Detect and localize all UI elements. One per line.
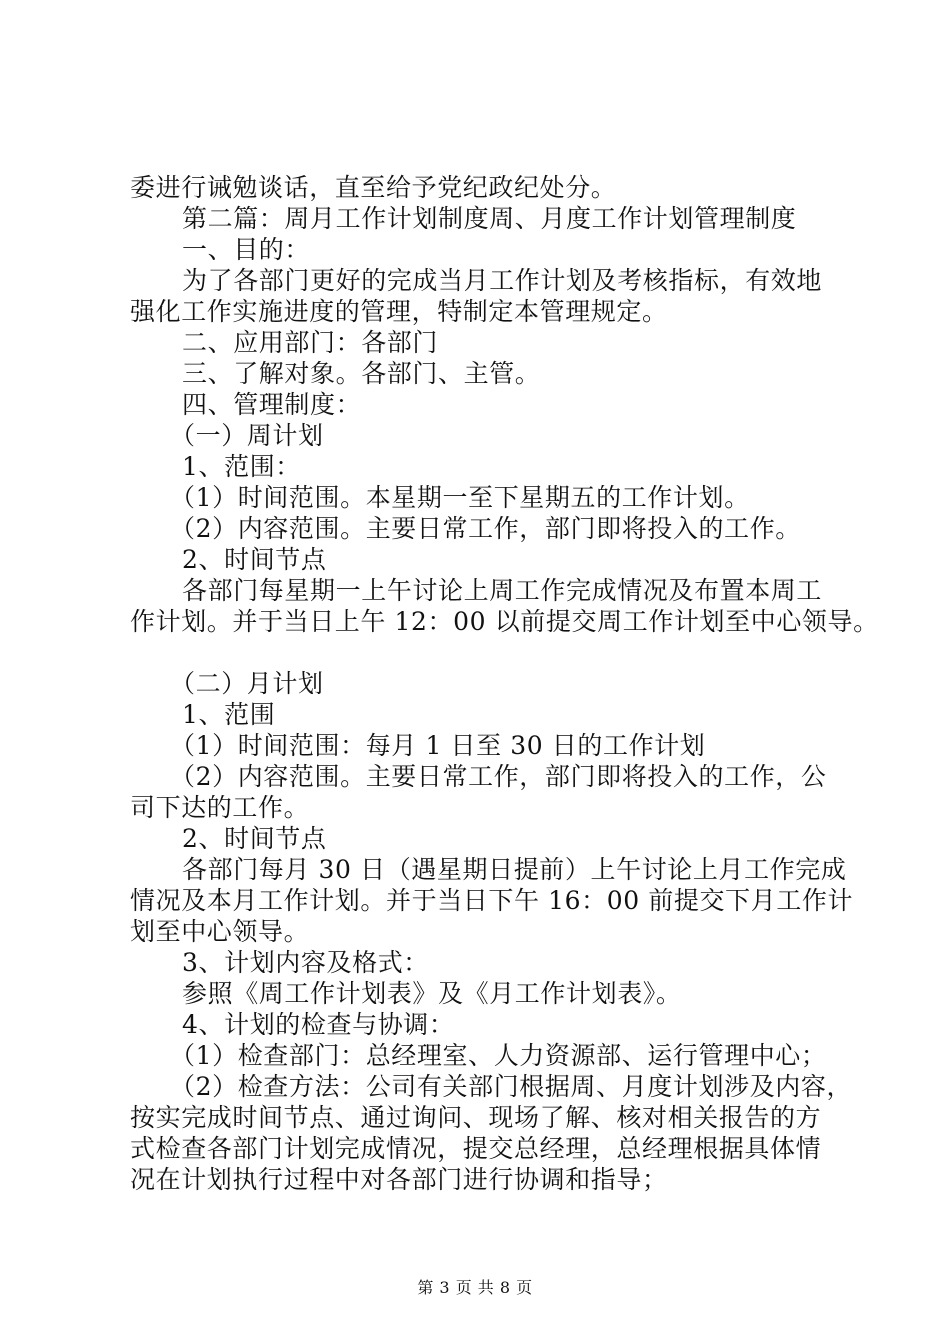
list-item: （2）检查方法：公司有关部门根据周、月度计划涉及内容， [170,1072,853,1101]
list-item: 2、时间节点 [182,824,327,853]
list-item: （1）时间范围：每月 1 日至 30 日的工作计划 [170,731,706,760]
paragraph-line: 强化工作实施进度的管理，特制定本管理规定。 [130,297,668,326]
list-item: （1）检查部门：总经理室、人力资源部、运行管理中心； [170,1041,827,1070]
paragraph-line: 按实完成时间节点、通过询问、现场了解、核对相关报告的方 [130,1103,822,1132]
paragraph-line: 情况及本月工作计划。并于当日下午 16：00 前提交下月工作计 [130,886,854,915]
list-item: 1、范围 [182,700,276,729]
section-heading: 二、应用部门：各部门 [182,328,439,357]
paragraph-line: 为了各部门更好的完成当月工作计划及考核指标，有效地 [182,266,823,295]
paragraph-line: 作计划。并于当日上午 12：00 以前提交周工作计划至中心领导。 [130,607,879,636]
list-item: 1、范围： [182,452,301,481]
paragraph-line: 参照《周工作计划表》及《月工作计划表》。 [182,979,682,1008]
blank-line [130,637,845,668]
list-item: 3、计划内容及格式： [182,948,429,977]
page-number: 第 3 页 共 8 页 [417,1278,533,1297]
list-item: （2）内容范围。主要日常工作，部门即将投入的工作。 [170,514,801,543]
paragraph-line: 划至中心领导。 [130,917,310,946]
paragraph-line: 司下达的工作。 [130,793,310,822]
paragraph-line: 各部门每星期一上午讨论上周工作完成情况及布置本周工 [182,576,823,605]
document-body [130,172,879,1195]
list-item: （1）时间范围。本星期一至下星期五的工作计划。 [170,483,750,512]
page-footer [0,1275,950,1298]
section-heading: 一、目的： [182,235,311,264]
paragraph-line: 式检查各部门计划完成情况，提交总经理，总经理根据具体情 [130,1134,822,1163]
paragraph-line: 各部门每月 30 日（遇星期日提前）上午讨论上月工作完成 [182,855,847,884]
section-heading: 三、了解对象。各部门、主管。 [182,359,541,388]
list-item: （2）内容范围。主要日常工作，部门即将投入的工作，公 [170,762,827,791]
chapter-heading: 第二篇：周月工作计划制度周、月度工作计划管理制度 [182,204,797,233]
list-item: 4、计划的检查与协调： [182,1010,455,1039]
subsection-heading: （二）月计划 [170,669,324,698]
paragraph-line: 委进行诫勉谈话，直至给予党纪政纪处分。 [130,173,617,202]
subsection-heading: （一）周计划 [170,421,324,450]
section-heading: 四、管理制度： [182,390,362,419]
list-item: 2、时间节点 [182,545,327,574]
paragraph-line: 况在计划执行过程中对各部门进行协调和指导； [130,1165,668,1194]
